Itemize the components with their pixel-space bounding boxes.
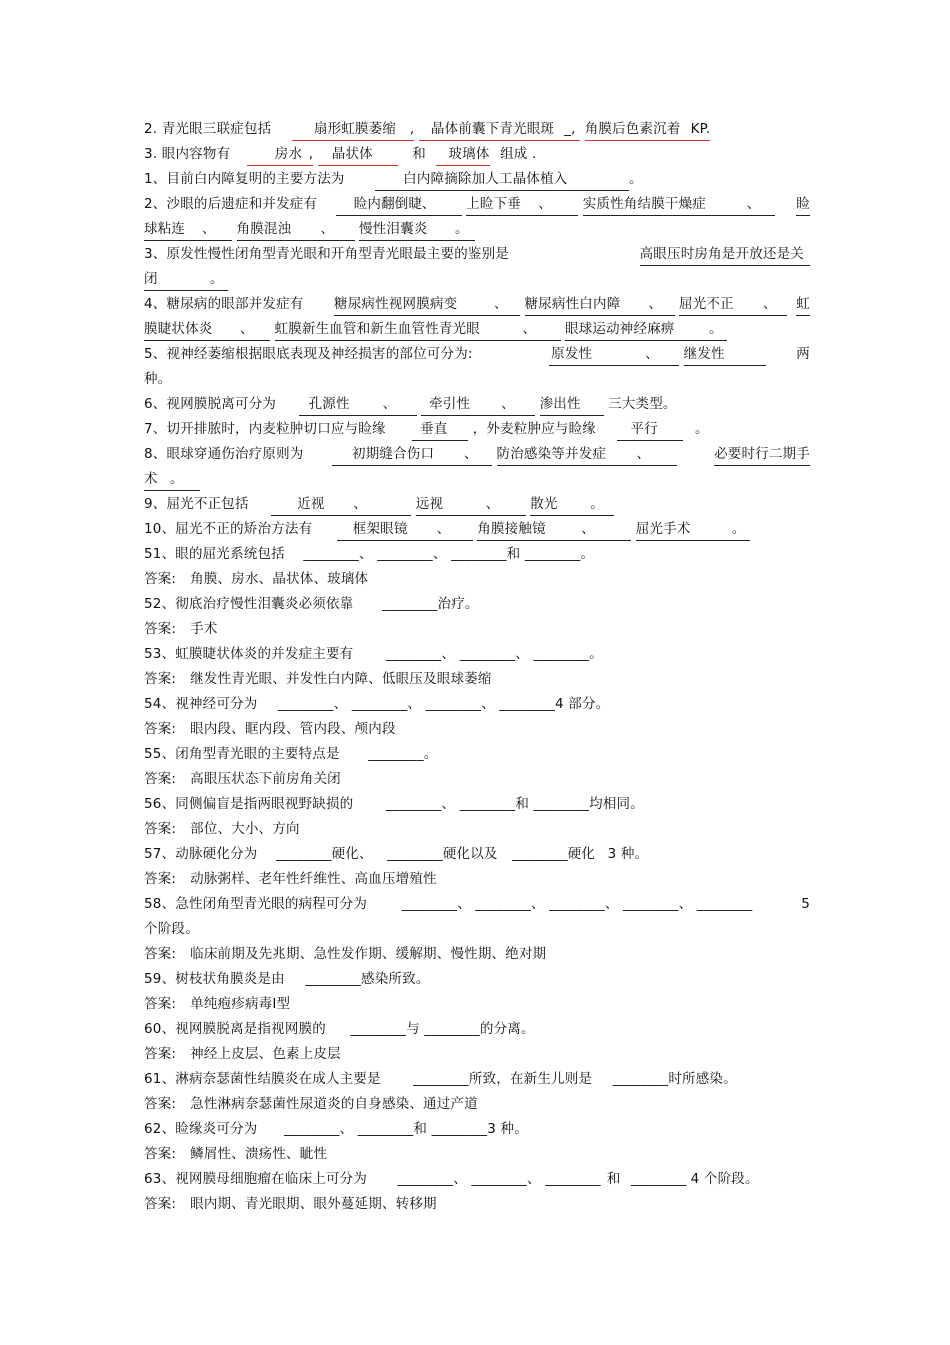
answer-text: 眼内段、眶内段、管内段、颅内段 <box>190 721 396 737</box>
question-text: 7、切开排脓时，内麦粒肿切口应与睑缘 <box>144 421 386 437</box>
answer-blank: 角膜接触镜 <box>477 518 581 541</box>
answer-blank: ________ <box>303 546 359 562</box>
answer-blank: 必要时行二期手 <box>714 443 810 466</box>
answer-blank: ________ <box>350 1021 407 1037</box>
answer-blank: ________ <box>612 1071 669 1087</box>
question-line: 51、眼的屈光系统包括 ________、 ________、 ________和 ________。 <box>144 543 810 565</box>
answer-blank: ________ <box>451 546 507 562</box>
question-text: 52、彻底治疗慢性泪囊炎必须依靠 <box>144 596 354 612</box>
question-line: 5、视神经萎缩根据眼底表现及神经损害的部位可分为: 原发性 、 继发性 两 <box>144 343 810 365</box>
answer-blank: KP. <box>681 118 711 141</box>
answer-blank: 糖尿病性白内障 <box>525 293 649 316</box>
answer-label: 答案: <box>144 571 177 587</box>
answer-label: 答案: <box>144 671 177 687</box>
question-line: 10、屈光不正的矫治方法有 框架眼镜 、 角膜接触镜 、 屈光手术 。 <box>144 518 810 540</box>
answer-blank: 实质性角结膜干燥症 <box>583 193 747 216</box>
question-text: 61、淋病奈瑟菌性结膜炎在成人主要是 <box>144 1071 381 1087</box>
answer-blank: 虹膜新生血管和新生血管性青光眼 <box>275 318 523 341</box>
answer-blank: ________ <box>549 896 605 912</box>
answer-blank: 垂直 <box>412 418 468 441</box>
answer-blank: ________ <box>499 696 556 712</box>
question-text: 2、沙眼的后遗症和并发症有 <box>144 196 318 212</box>
answer-line <box>144 618 810 640</box>
answer-line <box>144 768 810 790</box>
answer-line <box>144 668 810 690</box>
answer-blank: 角膜后色素沉着 <box>585 118 681 141</box>
question-text: 56、同侧偏盲是指两眼视野缺损的 <box>144 796 354 812</box>
answer-text: 单纯疱疹病毒Ⅰ型 <box>190 996 291 1012</box>
answer-blank: 角膜混浊 <box>237 218 321 241</box>
answer-blank: ________ <box>387 846 443 862</box>
question-line: 61、淋病奈瑟菌性结膜炎在成人主要是 ________所致，在新生儿则是 ________时所感染。 <box>144 1068 810 1090</box>
answer-blank: ________ <box>524 546 581 562</box>
answer-line <box>144 1093 810 1115</box>
answer-blank: ________ <box>696 896 753 912</box>
question-text: 53、虹膜睫状体炎的并发症主要有 <box>144 646 354 662</box>
answer-blank: 晶体前囊下青光眼斑 <box>419 118 554 141</box>
answer-blank: 房水 <box>247 143 309 166</box>
answer-blank: ________ <box>357 1121 414 1137</box>
question-line: 3. 眼内容物有 房水 , 晶状体 和 玻璃体 组成 . <box>144 143 810 165</box>
answer-line <box>144 718 810 740</box>
answer-text: 继发性青光眼、并发性白内障、低眼压及眼球萎缩 <box>190 671 492 687</box>
answer-line <box>144 1043 810 1065</box>
question-line: 63、视网膜母细胞瘤在临床上可分为 ________、 ________、 ________ 和 ________ 4 个阶段。 <box>144 1168 810 1190</box>
answer-blank: ________ <box>533 796 590 812</box>
answer-blank: 远视 <box>416 493 486 516</box>
question-text: 5、视神经萎缩根据眼底表现及神经损害的部位可分为: <box>144 346 473 362</box>
answer-blank: 闭 <box>144 268 210 291</box>
answer-text: 神经上皮层、色素上皮层 <box>190 1046 341 1062</box>
answer-blank: 慢性泪囊炎 <box>359 218 455 241</box>
answer-text: 角膜、房水、晶状体、玻璃体 <box>190 571 369 587</box>
question-text: 组成 . <box>500 146 537 162</box>
answer-blank: 原发性 <box>549 343 645 366</box>
answer-blank: ________ <box>385 646 442 662</box>
answer-blank: 框架眼镜 <box>337 518 437 541</box>
answer-blank: 上睑下垂 <box>466 193 538 216</box>
question-text: 1、目前白内障复明的主要方法为 <box>144 171 345 187</box>
answer-line <box>144 1143 810 1165</box>
answer-blank: 孔源性 <box>299 393 383 416</box>
answer-text: 鳞屑性、溃疡性、眦性 <box>190 1146 328 1162</box>
question-line: 7、切开排脓时，内麦粒肿切口应与睑缘 垂直 ，外麦粒肿应与睑缘 平行 。 <box>144 418 810 440</box>
question-text: 8、眼球穿通伤治疗原则为 <box>144 446 304 462</box>
answer-blank: ________ <box>277 696 334 712</box>
answer-blank: 白内障摘除加人工晶体植入 <box>375 168 629 191</box>
answer-blank: ________ <box>275 846 332 862</box>
question-text: 三大类型。 <box>608 396 677 412</box>
answer-blank: ________ <box>475 896 531 912</box>
answer-text: 急性淋病奈瑟菌性尿道炎的自身感染、通过产道 <box>190 1096 478 1112</box>
question-text: 2. 青光眼三联症包括 <box>144 121 272 137</box>
answer-blank: 继发性 <box>684 343 766 366</box>
answer-blank: ________ <box>431 1121 488 1137</box>
answer-blank: 扇形虹膜萎缩 <box>292 118 410 141</box>
answer-blank: 糖尿病性视网膜病变 <box>334 293 494 316</box>
answer-text: 部位、大小、方向 <box>190 821 300 837</box>
answer-blank: ________ <box>512 846 568 862</box>
answer-blank: 眼球运动神经麻痹 <box>565 318 709 341</box>
question-line: 1、目前白内障复明的主要方法为 白内障摘除加人工晶体植入 。 <box>144 168 810 190</box>
question-line: 8、眼球穿通伤治疗原则为 初期缝合伤口 、 防治感染等并发症 、 必要时行二期手 <box>144 443 810 465</box>
answer-label: 答案: <box>144 946 177 962</box>
answer-blank: ________ <box>545 1171 601 1187</box>
question-text: 63、视网膜母细胞瘤在临床上可分为 <box>144 1171 368 1187</box>
answer-blank: 散光 <box>530 493 590 516</box>
answer-blank: ________ <box>631 1171 687 1187</box>
question-text: 54、视神经可分为 <box>144 696 258 712</box>
answer-blank: ________ <box>424 1021 480 1037</box>
question-line: 60、视网膜脱离是指视网膜的 ________与 ________的分离。 <box>144 1018 810 1040</box>
question-line <box>144 243 810 265</box>
answer-line <box>144 943 810 965</box>
answer-text: 眼内期、青光眼期、眼外蔓延期、转移期 <box>190 1196 437 1212</box>
question-text: 60、视网膜脱离是指视网膜的 <box>144 1021 326 1037</box>
answer-blank: ________ <box>377 546 433 562</box>
question-line: 62、睑缘炎可分为 ________、 ________和 ________3 种。 <box>144 1118 810 1140</box>
answer-blank: 球粘连 <box>144 218 202 241</box>
answer-blank: 牵引性 <box>421 393 501 416</box>
answer-blank: ________ <box>397 1171 454 1187</box>
answer-line <box>144 568 810 590</box>
question-line: 膜睫状体炎 、 虹膜新生血管和新生血管性青光眼 、 眼球运动神经麻痹 。 <box>144 318 810 340</box>
answer-blank: ________ <box>351 696 408 712</box>
answer-blank: ________ <box>425 696 482 712</box>
answer-text: 动脉粥样、老年性纤维性、高血压增殖性 <box>190 871 437 887</box>
question-text: ，外麦粒肿应与睑缘 <box>472 421 597 437</box>
answer-blank: 晶状体 <box>318 143 398 166</box>
answer-label: 答案: <box>144 1096 177 1112</box>
question-text: 6、视网膜脱离可分为 <box>144 396 277 412</box>
question-line: 种。 <box>144 371 172 387</box>
question-line: 2. 青光眼三联症包括 扇形虹膜萎缩 , 晶体前囊下青光眼斑 _, 角膜后色素沉着 KP. <box>144 118 810 140</box>
answer-label: 答案: <box>144 1196 177 1212</box>
answer-blank: ________ <box>623 896 679 912</box>
question-text: 3. 眼内容物有 <box>144 146 231 162</box>
answer-blank: ________ <box>413 1071 469 1087</box>
answer-blank: 平行 <box>617 418 683 441</box>
answer-blank: 睑内翻倒睫 <box>336 193 422 216</box>
question-line: 6、视网膜脱离可分为 孔源性 、 牵引性 、 渗出性 三大类型。 <box>144 393 810 415</box>
answer-text: 临床前期及先兆期、急性发作期、缓解期、慢性期、绝对期 <box>190 946 547 962</box>
answer-line <box>144 1193 810 1215</box>
answer-blank: ________ <box>381 596 438 612</box>
question-text: 59、树枝状角膜炎是由 <box>144 971 285 987</box>
question-line: 53、虹膜睫状体炎的并发症主要有 ________、 ________、 ________。 <box>144 643 810 665</box>
answer-blank: ________ <box>401 896 458 912</box>
question-line: 闭 。 <box>144 268 810 290</box>
answer-blank: 高眼压时房角是开放还是关 <box>640 243 810 266</box>
question-line: 58、急性闭角型青光眼的病程可分为 ________、 ________、 ________、 ________、 ________ 5 <box>144 893 810 915</box>
question-line: 2、沙眼的后遗症和并发症有 睑内翻倒睫、 上睑下垂 、 实质性角结膜干燥症 、 睑 <box>144 193 810 215</box>
answer-label: 答案: <box>144 721 177 737</box>
answer-blank: ________ <box>459 646 516 662</box>
answer-blank: ________ <box>368 746 424 762</box>
answer-label: 答案: <box>144 771 177 787</box>
question-line: 术 。 <box>144 468 810 490</box>
question-text: 58、急性闭角型青光眼的病程可分为 <box>144 896 368 912</box>
question-text: 4、糖尿病的眼部并发症有 <box>144 296 304 312</box>
question-text: 3、原发性慢性闭角型青光眼和开角型青光眼最主要的鉴别是 <box>144 246 509 262</box>
answer-blank: 防治感染等并发症 <box>497 443 637 466</box>
answer-blank: 近视 <box>271 493 353 516</box>
answer-line <box>144 868 810 890</box>
question-text: 10、屈光不正的矫治方法有 <box>144 521 313 537</box>
answer-text: 手术 <box>190 621 218 637</box>
question-line: 9、屈光不正包括 近视 、 远视 、 散光 。 <box>144 493 810 515</box>
answer-label: 答案: <box>144 821 177 837</box>
question-line: 4、糖尿病的眼部并发症有 糖尿病性视网膜病变 、 糖尿病性白内障 、 屈光不正 、 虹 <box>144 293 810 315</box>
question-line: 球粘连 、 角膜混浊 、 慢性泪囊炎 。 <box>144 218 810 240</box>
answer-line <box>144 818 810 840</box>
question-line: 个阶段。 <box>144 921 199 937</box>
answer-blank: 渗出性 <box>540 393 604 416</box>
question-line: 59、树枝状角膜炎是由 ________感染所致。 <box>144 968 810 990</box>
answer-label: 答案: <box>144 871 177 887</box>
answer-blank: ________ <box>459 796 516 812</box>
question-text: 和 <box>412 146 426 162</box>
question-text: 62、睑缘炎可分为 <box>144 1121 258 1137</box>
answer-blank: 屈光不正 <box>679 293 763 316</box>
answer-blank: 玻璃体 <box>436 143 489 166</box>
question-text: 9、屈光不正包括 <box>144 496 249 512</box>
question-text: 55、闭角型青光眼的主要特点是 <box>144 746 340 762</box>
answer-blank: 膜睫状体炎 <box>144 318 240 341</box>
answer-blank: ________ <box>283 1121 340 1137</box>
answer-blank: ________ <box>385 796 442 812</box>
answer-blank: ________ <box>305 971 361 987</box>
answer-line <box>144 993 810 1015</box>
question-line: 54、视神经可分为 ________、 ________、 ________、 ________4 部分。 <box>144 693 810 715</box>
answer-blank: 屈光手术 <box>636 518 732 541</box>
question-text: 51、眼的屈光系统包括 <box>144 546 285 562</box>
answer-blank: ________ <box>471 1171 527 1187</box>
question-line: 52、彻底治疗慢性泪囊炎必须依靠 ________治疗。 <box>144 593 810 615</box>
question-text: 57、动脉硬化分为 <box>144 846 258 862</box>
answer-blank: ________ <box>533 646 590 662</box>
question-line: 55、闭角型青光眼的主要特点是 ________。 <box>144 743 810 765</box>
answer-blank: 术 <box>144 468 170 491</box>
answer-blank: 初期缝合伤口 <box>332 443 464 466</box>
question-line: 57、动脉硬化分为 ________硬化、 ________硬化以及 ________硬化 3 种。 <box>144 843 810 865</box>
question-line: 56、同侧偏盲是指两眼视野缺损的 ________、 ________和 ________均相同。 <box>144 793 810 815</box>
answer-label: 答案: <box>144 1046 177 1062</box>
answer-label: 答案: <box>144 1146 177 1162</box>
answer-text: 高眼压状态下前房角关闭 <box>190 771 341 787</box>
answer-label: 答案: <box>144 996 177 1012</box>
answer-label: 答案: <box>144 621 177 637</box>
